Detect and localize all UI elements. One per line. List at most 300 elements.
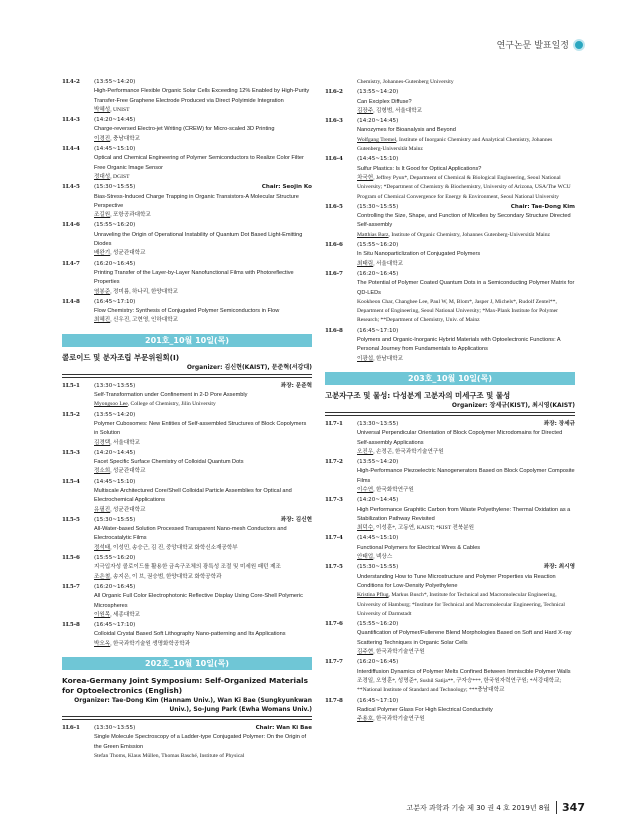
entry-time: (15:30~15:55) [357,203,399,210]
entry-code: 1L6-3 [325,118,343,125]
entry-body [94,621,312,649]
entry-authors [94,467,312,476]
entry-time: (13:30~13:55) [357,420,399,427]
program-entry [325,496,575,533]
right-column [325,78,575,725]
entry-body [94,554,312,582]
entry-time: (16:20~16:45) [94,260,136,267]
program-entry [62,145,312,182]
entry-title: Polymer Cubosomes: New Entities of Self-assembled Structures of Block Copolymers in Solution [94,420,307,437]
entry-presenter: 조길원 [94,212,111,219]
entry-time: (16:20~16:45) [357,270,399,277]
entry-authors [94,611,312,620]
entry-title: High-Performance Piezoelectric Nanogenerators Based on Block Copolymer Composite Films [357,468,575,484]
entry-time-row [94,583,312,592]
entry-time: (16:45~17:10) [94,298,136,305]
entry-authors [357,136,575,155]
entry-body [94,478,312,515]
entry-affiliation: , 충남대학교 [110,135,141,142]
session-organizer: Organizer: Tae-Dong Kim (Hannam Univ.), Wan Ki Bae (Sungkyunkwan Univ.), So-Jung Park (Ewha Womans Univ.) [74,697,312,714]
program-entry [62,478,312,515]
entry-title: Self-Transformation under Confinement in 2-D Pore Assembly [94,392,248,399]
entry-code: 1L7-3 [325,497,343,504]
entry-authors [357,231,575,240]
entry-code: 1L7-1 [325,420,343,427]
entry-presenter: 최혜진 [94,317,111,324]
entry-title: Interdiffusion Dynamics of Polymer Melts Confined Between Immiscible Polymer Walls [357,668,571,675]
session-title: 콜로이드 및 분자조립 부문위원회(I) [62,352,180,362]
entry-affiliation: , 넥상스 [373,554,393,561]
entry-time-row [357,563,575,572]
entry-title: Single Molecule Spectroscopy of a Ladder-type Conjugated Polymer: On the Origin of the Green Emission [94,734,307,750]
entry-body [357,534,575,562]
entry-presenter: Matthias Barz [357,231,389,238]
entry-presenter: 김경택 [94,439,111,446]
entry-time-row [94,145,312,154]
divider [325,412,575,416]
entry-authors [94,544,312,553]
journal-info: 고분자 과학과 기술 제 30 권 4 호 2019년 8월 [406,803,551,812]
entry-presenter: 염봉준 [94,288,111,295]
program-entry [62,382,312,410]
entry-code: 1L5-7 [62,583,80,590]
program-entry [325,620,575,657]
program-entry [325,203,575,240]
entry-time: (13:55~14:20) [357,459,399,466]
entry-time: (16:45~17:10) [357,697,399,704]
entry-code: 1L4-4 [62,146,80,153]
entry-time-row [94,260,312,269]
entry-body [94,449,312,477]
entry-list [325,78,575,364]
entry-time-row [357,203,575,212]
entry-code: 1L4-3 [62,117,80,124]
entry-affiliation: 조경일, 오영훈*, 성명준*, Sushil Satija**, 구자승***, 한국원자력연구원; *서강대학교; **National Institute of Standard and Technology; ***충남대학교 [357,677,562,694]
entry-body [357,620,575,657]
entry-affiliation: , 성균관대학교 [110,468,146,475]
room-203-bar: 203호_10월 10일(목) [325,372,575,385]
entry-body [94,724,312,761]
entry-title: Can Exciplex Diffuse? [357,98,412,105]
entry-time: (15:30~15:55) [94,184,136,191]
entry-chair: 좌장: 김신현 [280,516,312,523]
entry-time: (14:45~15:10) [357,535,399,542]
entry-authors [94,640,312,649]
entry-time: (15:30~15:55) [357,564,399,571]
entry-title: Functional Polymers for Electrical Wires & Cables [357,544,481,551]
entry-time-row [357,88,575,97]
entry-title: In Situ Nanoparticlization of Conjugated Polymers [357,251,481,258]
entry-affiliation: , 정미름, 하나리, 한양대학교 [110,288,179,295]
entry-affiliation: , 한국과학기술연구원 [373,716,425,723]
entry-time: (16:45~17:10) [357,327,399,334]
entry-affiliation: , 한국과학기술연구원 [373,649,425,656]
entry-affiliation: , 서울대학교 [110,439,141,446]
entry-body [357,327,575,364]
entry-title: 지극입자성 콜로이드를 활용한 금속구조체의 광특성 조절 및 미세원 패턴 제조 [94,564,281,571]
entry-body [94,516,312,553]
program-entry [325,458,575,495]
entry-authors [357,591,575,619]
entry-authors [94,211,312,220]
entry-affiliation: , 한국과학기술원 생명화학공학과 [110,640,191,647]
entry-list [62,78,312,326]
entry-affiliation: , 한남대학교 [373,355,404,362]
entry-affiliation: Chemistry, Johannes-Gutenberg University [357,79,454,85]
program-entry [325,78,575,87]
entry-affiliation: , Institute of Inorganic Chemistry and Analytical Chemistry, Johannes Gutenberg-Universität Mainz [357,136,553,153]
entry-code: 1L5-8 [62,622,80,629]
entry-time: (16:20~16:45) [357,659,399,666]
entry-body [357,420,575,457]
entry-affiliation: , 포항공과대학교 [110,212,151,219]
entry-authors [357,648,575,657]
entry-code: 1L4-7 [62,260,80,267]
page-number: 347 [556,801,585,814]
entry-affiliation: , 김형범, 서울대학교 [373,107,423,114]
entry-title: Bias-Stress-Induced Charge Trapping in Organic Transistors-A Molecular Structure Perspective [94,193,299,209]
entry-time-row [357,241,575,250]
program-entry [325,117,575,154]
entry-time: (16:20~16:45) [94,583,136,590]
entry-authors [357,677,575,696]
entry-code: 1L7-8 [325,697,343,704]
program-entry [62,449,312,477]
entry-chair: Chair: Tae-Dong Kim [510,203,575,210]
entry-time-row [357,327,575,336]
entry-code: 1L5-4 [62,478,80,485]
entry-presenter: 박혜성 [94,106,111,113]
entry-title: All-Water-based Solution Processed Transparent Nano-mesh Conductors and Electrocatalytic Films [94,526,287,542]
entry-authors [94,106,312,115]
entry-body [357,658,575,695]
entry-presenter: 안태업 [357,554,374,561]
entry-affiliation: , 이성훈*, 고동연, KAIST; *KIST 전북분원 [373,525,475,532]
entry-affiliation: , 손정곤, 한국과학기술연구원 [373,448,444,455]
program-entry [62,724,312,761]
room-202-bar: 202호_10월 10일(목) [62,657,312,670]
entry-affiliation: , 송지은, 이 브, 권승범, 한양대학교 화학공학과 [110,573,222,580]
entry-code: 1L6-5 [325,203,343,210]
entry-time: (14:20~14:45) [94,449,136,456]
entry-time-row [94,449,312,458]
entry-time-row [94,411,312,420]
entry-time: (14:45~15:10) [357,156,399,163]
entry-code: 1L5-6 [62,555,80,562]
entry-chair: 좌장: 문준혁 [280,382,312,389]
entry-code: 1L5-1 [62,382,80,389]
entry-body [94,145,312,182]
entry-time: (13:55~14:20) [357,89,399,96]
entry-body [357,563,575,619]
entry-code: 1L4-6 [62,222,80,229]
entry-time: (15:55~16:20) [94,222,136,229]
entry-body [357,203,575,240]
entry-presenter: 이광섭 [357,355,374,362]
entry-presenter: 주용호 [357,716,374,723]
entry-affiliation: , 세종대학교 [110,611,141,618]
entry-chair: 좌장: 최시영 [543,564,575,571]
entry-code: 1L6-8 [325,327,343,334]
page-footer [400,801,585,814]
left-column [62,78,312,762]
program-entry [325,697,575,725]
entry-title: Multiscale Architectured Core/Shell Colloidal Particle Assemblies for Optical and Electrochemical Applications [94,487,292,504]
entry-code: 1L6-1 [62,725,80,732]
entry-code: 1L4-8 [62,298,80,305]
entry-body [94,382,312,410]
entry-body [94,260,312,297]
program-entry [325,563,575,619]
entry-code: 1L7-6 [325,621,343,628]
entry-affiliation: , 서울대학교 [373,260,404,267]
entry-code: 1L6-6 [325,242,343,249]
entry-time: (15:30~15:55) [94,516,136,523]
entry-body [357,78,575,87]
entry-affiliation: Kookheon Char, Changhee Lee, Paul W, M, Blom*, Jasper J, Michels*, Rudolf Zentel**, Department of Engineering, Seoul National University; *Max-Plank Institute for Polymer Research; **Department of Chemistry, Univ. of Mainz [357,298,559,324]
entry-authors [357,78,575,87]
entry-code: 1L6-2 [325,89,343,96]
entry-time: (14:20~14:45) [357,118,399,125]
entry-title: Quantification of Polymer/Fullerene Blend Morphologies Based on Soft and Hard X-ray Scattering Techniques in Organic Solar Cells [357,630,572,646]
entry-time-row [94,183,312,192]
entry-presenter: 차국헌 [357,174,374,181]
entry-authors [94,316,312,325]
entry-time-row [94,478,312,487]
entry-time: (14:45~15:10) [94,146,136,153]
entry-code: 1L6-4 [325,156,343,163]
entry-time: (14:20~14:45) [94,117,136,124]
entry-authors [94,173,312,182]
entry-title: Colloidal Crystal Based Soft Lithography Nano-patterning and Its Applications [94,631,286,638]
entry-authors [357,486,575,495]
entry-time-row [357,270,575,279]
entry-chair: 좌장: 장세규 [543,420,575,427]
entry-body [94,411,312,448]
entry-title: High-Performance Flexible Organic Solar Cells Exceeding 12% Enabled by High-Purity Transfer-Free Graphene Electrode Produced via Direct Polyimide Integration [94,88,310,104]
entry-time: (13:30~13:55) [94,725,136,732]
entry-title: Understanding How to Tune Microstructure and Polymer Properties via Reaction Conditions for Low-Density Polyethylene [357,573,556,589]
entry-time-row [94,621,312,630]
divider [62,716,312,720]
entry-time-row [357,697,575,706]
entry-time-row [94,221,312,230]
program-entry [62,221,312,258]
entry-code: 1L4-2 [62,79,80,85]
room-201-bar: 201호_10월 10일(목) [62,334,312,347]
entry-list [325,420,575,725]
entry-authors [94,135,312,144]
entry-time-row [357,496,575,505]
program-entry [62,116,312,144]
entry-time-row [357,620,575,629]
entry-authors [357,553,575,562]
entry-authors [357,298,575,326]
entry-time: (14:20~14:45) [357,497,399,504]
entry-presenter: 박오옥 [94,640,111,647]
entry-authors [94,400,312,409]
program-entry [62,411,312,448]
entry-presenter: 정석태 [94,544,111,551]
page-header [497,38,585,51]
entry-body [357,458,575,495]
entry-code [325,78,357,87]
entry-authors [357,524,575,533]
entry-authors [357,174,575,202]
entry-time-row [357,658,575,667]
entry-authors [94,506,312,515]
entry-time: (13:55~14:20) [94,79,136,85]
entry-presenter: 김장주 [357,107,374,114]
program-entry [325,658,575,695]
entry-title: Sulfur Plastics: Is It Good for Optical Applications? [357,165,482,172]
entry-code: 1L7-2 [325,459,343,466]
entry-title: All Organic Full Color Electrophotonic Reflective Display Using Core-Shell Polymeric Microspheres [94,593,303,609]
entry-chair: Chair: Wan Ki Bae [255,725,312,732]
entry-time-row [357,458,575,467]
entry-time: (16:45~17:10) [94,622,136,629]
entry-authors [94,288,312,297]
entry-authors [94,573,312,582]
entry-body [357,88,575,116]
entry-title: High Performance Graphitic Carbon from Waste Polyethylene: Thermal Oxidation as a Stabilization Pathway Revisited [357,506,571,522]
entry-body [357,155,575,201]
entry-title: Optical and Chemical Engineering of Polymer Semiconductors to Realize Color Filter Free Organic Image Sensor [94,155,304,171]
program-entry [325,327,575,364]
entry-body [357,697,575,725]
entry-presenter: 최태림 [357,260,374,267]
entry-time-row [357,155,575,164]
entry-title: Unraveling the Origin of Operational Instability of Quantum Dot Based Light-Emitting Diodes [94,231,303,248]
entry-authors [94,249,312,258]
entry-title: Polymers and Organic-Inorganic Hybrid Materials with Optoelectronic Functions: A Personal Journey from Fundamentals to Applications [357,337,561,353]
entry-body [357,241,575,269]
entry-time-row [94,724,312,733]
entry-presenter: 이원목 [94,611,111,618]
program-entry [325,420,575,457]
entry-time-row [94,116,312,125]
entry-code: 1L6-7 [325,270,343,277]
entry-title: Radical Polymer Glass For High Electrical Conductivity [357,706,493,713]
entry-body [357,117,575,154]
entry-time-row [94,554,312,563]
entry-title: Nanozymes for Bioanalysis and Beyond [357,127,456,134]
entry-presenter: 조은철 [94,573,111,580]
entry-presenter: 유필진 [94,506,111,513]
entry-title: Universal Perpendicular Orientation of Block Copolymer Microdomains for Directed Self-assembly Applications [357,430,563,446]
entry-time: (14:45~15:10) [94,478,136,485]
entry-authors [357,260,575,269]
session-organizer: Organizer: 장세규(KIST), 최시영(KAIST) [451,401,575,409]
program-entry [62,298,312,326]
entry-body [94,78,312,115]
entry-presenter: 오진우 [357,448,374,455]
entry-presenter: 최덕수 [357,525,374,532]
entry-time-row [94,382,312,391]
program-entry [325,270,575,326]
header-label: 연구논문 발표일정 [496,41,569,51]
entry-body [94,298,312,326]
divider [62,374,312,378]
entry-time-row [357,534,575,543]
program-entry [62,516,312,553]
program-entry [62,260,312,297]
entry-authors [94,752,312,761]
session-organizer: Organizer: 김신현(KAIST), 문준혁(서강대) [186,363,312,371]
entry-affiliation: , DGIST [110,173,130,180]
entry-time: (15:55~16:20) [357,621,399,628]
entry-time: (13:30~13:55) [94,382,136,389]
entry-authors [94,439,312,448]
entry-code: 1L5-2 [62,411,80,418]
entry-presenter: 이경진 [94,135,111,142]
entry-affiliation: Stefan Thoms, Klaus Müllen, Thomas Basché, Institute of Physical [94,752,245,759]
circle-bullet-icon [573,39,585,51]
entry-time-row [94,298,312,307]
session-title: 고분자구조 및 물성: 다성분계 고분자의 미세구조 및 물성 [325,390,511,400]
entry-code: 1L7-5 [325,564,343,571]
entry-presenter: 김주현 [357,649,374,656]
program-entry [325,88,575,116]
entry-time: (15:55~16:20) [94,555,136,562]
entry-affiliation: , Markus Busch*, Institute for Technical and Macromolecular Engineering, University of Hamburg; *Institute for Technical and Macromolecular Engineering, Technical University of Darmstadt [357,592,565,617]
entry-code: 1L4-5 [62,184,80,191]
program-entry [62,183,312,220]
entry-affiliation: , 한국화학연구원 [373,486,414,493]
entry-authors [357,448,575,457]
entry-affiliation: , UNIST [110,106,130,113]
entry-chair: Chair: Seojin Ko [261,184,312,191]
entry-presenter: 정소희 [94,468,111,475]
entry-time-row [357,420,575,429]
program-entry [325,155,575,201]
program-entry [325,534,575,562]
entry-body [94,116,312,144]
entry-authors [357,715,575,724]
entry-authors [357,107,575,116]
program-entry [62,583,312,620]
entry-body [357,496,575,533]
entry-affiliation: , 이성민, 송승근, 김 진, 중앙대학교 화학신소재공학부 [110,544,238,551]
program-entry [62,554,312,582]
entry-body [94,583,312,620]
entry-affiliation: , Jeffrey Pyun*, Department of Chemical & Biological Engineering, Seoul National University; *Department of Chemistry & Biochemistry, University of Arizona, USA/The WCU Program of Chemical Convergence for Energy & Environment, Seoul National University [357,174,571,200]
entry-title: The Potential of Polymer Coated Quantum Dots in a Semiconducting Polymer Matrix for QD-LEDs [357,280,575,296]
entry-time-row [94,516,312,525]
entry-presenter: 정대성 [94,173,111,180]
entry-body [94,221,312,258]
program-entry [325,241,575,269]
entry-time: (15:55~16:20) [357,242,399,249]
entry-affiliation: , 성균관대학교 [110,506,146,513]
entry-presenter: 이수연 [357,486,374,493]
entry-presenter: 배완기 [94,250,111,257]
entry-list [62,724,312,761]
entry-body [357,270,575,326]
entry-presenter: Myongsoo Lee [94,401,128,408]
entry-presenter: Kristina Pflug [357,592,389,599]
entry-title: Charge-reversed Electro-jet Writing (CREW) for Micro-scaled 3D Printing [94,126,275,133]
entry-list [62,382,312,649]
entry-affiliation: , College of Chemistry, Jilin University [127,401,216,408]
entry-presenter: Wolfgang Tremel [357,136,397,143]
entry-affiliation: , 신우진, 고현영, 인하대학교 [110,317,179,324]
entry-time-row [357,117,575,126]
entry-affiliation: , Institute of Organic Chemistry, Johannes Gutenberg-Universität Mainz [388,231,551,238]
entry-code: 1L5-5 [62,516,80,523]
entry-affiliation: , 성균관대학교 [110,250,146,257]
program-entry [62,78,312,115]
